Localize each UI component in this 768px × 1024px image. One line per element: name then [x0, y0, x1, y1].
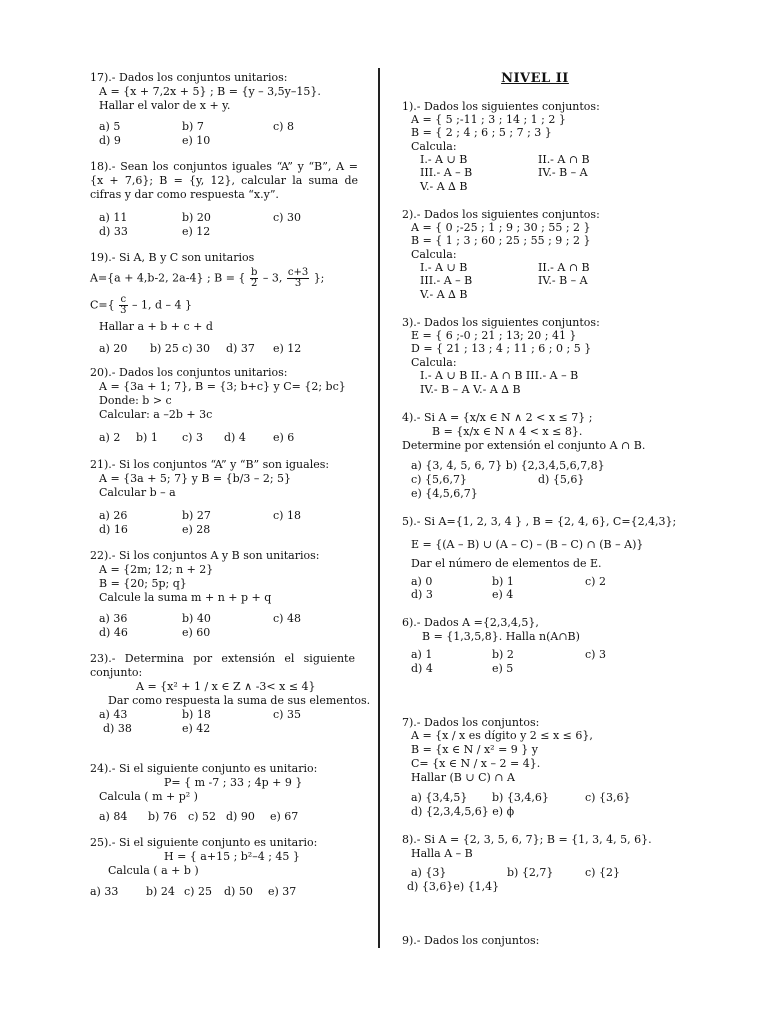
- q22-option-b: b) 40: [182, 612, 211, 625]
- q17-option-a: a) 5: [99, 120, 121, 133]
- q20-option-e: e) 6: [273, 431, 295, 444]
- r-q6-option-c: c) 3: [585, 648, 606, 661]
- r-q5-ask: Dar el número de elementos de E.: [411, 557, 602, 570]
- q22-option-a: a) 36: [99, 612, 128, 625]
- q17-option-c: c) 8: [273, 120, 294, 133]
- r-q1-op-3: III.- A – B: [420, 166, 473, 179]
- q20-condition: Donde: b > c: [99, 394, 172, 407]
- r-q7-stem: 7).- Dados los conjuntos:: [402, 716, 540, 729]
- r-q2-op-1: I.- A ∪ B: [420, 261, 468, 274]
- r-q3-ops-line2: IV.- B – A V.- A ∆ B: [420, 383, 521, 396]
- q22-ask: Calcule la suma m + n + p + q: [99, 591, 272, 604]
- q23-option-c: c) 35: [273, 708, 301, 721]
- r-q1-calc: Calcula:: [411, 140, 457, 153]
- r-q7-set-a: A = {x / x es dígito y 2 ≤ x ≤ 6},: [411, 729, 593, 742]
- q24-option-a: a) 84: [99, 810, 128, 823]
- q22-option-d: d) 46: [99, 626, 128, 639]
- r-q6-option-b: b) 2: [492, 648, 514, 661]
- q20-ask: Calcular: a –2b + 3c: [99, 408, 213, 421]
- r-q2-op-4: IV.- B – A: [538, 274, 588, 287]
- q17-ask: Hallar el valor de x + y.: [99, 99, 231, 112]
- r-q7-option-c: c) {3,6}: [585, 791, 631, 804]
- q19-a-prefix: A={a + 4,b-2, 2a-4} ; B = {: [90, 271, 246, 285]
- q19-b-mid: – 3,: [262, 271, 283, 285]
- r-q6-option-e: e) 5: [492, 662, 514, 675]
- q17-stem: 17).- Dados los conjuntos unitarios:: [90, 71, 288, 84]
- q20-option-c: c) 3: [182, 431, 203, 444]
- q25-option-d: d) 50: [224, 885, 253, 898]
- r-q8-option-a: a) {3}: [411, 866, 447, 879]
- q19-option-b: b) 25: [150, 342, 179, 355]
- q18-option-c: c) 30: [273, 211, 301, 224]
- q20-option-d: d) 4: [224, 431, 246, 444]
- r-q3-set-e: E = { 6 ;-0 ; 21 ; 13; 20 ; 41 }: [411, 329, 577, 342]
- q21-sets: A = {3a + 5; 7} y B = {b/3 – 2; 5}: [99, 472, 292, 485]
- q18-option-b: b) 20: [182, 211, 211, 224]
- q18-stem: 18).- Sean los conjuntos iguales “A” y “B”, A = {x + 7,6}; B = {y, 12}, calcular la suma de cifras y dar como respuesta “x.y”.: [90, 160, 358, 201]
- r-q5-option-b: b) 1: [492, 575, 514, 588]
- q25-option-e: e) 37: [268, 885, 297, 898]
- r-q2-set-a: A = { 0 ;-25 ; 1 ; 9 ; 30 ; 55 ; 2 }: [411, 221, 591, 234]
- q21-option-d: d) 16: [99, 523, 128, 536]
- r-q6-line2: B = {1,3,5,8}. Halla n(A∩B): [422, 630, 580, 643]
- q19-option-c: c) 30: [182, 342, 210, 355]
- r-q4-option-c: c) {5,6,7}: [411, 473, 467, 486]
- r-q7-set-b: B = {x ∈ N / x² = 9 } y: [411, 743, 538, 756]
- q19-set-c: C={ $\frac{c}{3}$ – 1, d – 4 }: [90, 294, 193, 316]
- q19-b-suffix: };: [313, 271, 325, 285]
- r-q1-op-4: IV.- B – A: [538, 166, 588, 179]
- q20-option-b: b) 1: [136, 431, 158, 444]
- q25-stem: 25).- Si el siguiente conjunto es unitario:: [90, 836, 318, 849]
- q23-option-a: a) 43: [99, 708, 128, 721]
- q25-option-c: c) 25: [184, 885, 212, 898]
- q22-stem: 22).- Si los conjuntos A y B son unitarios:: [90, 549, 320, 562]
- r-q7-option-a: a) {3,4,5}: [411, 791, 468, 804]
- r-q3-set-d: D = { 21 ; 13 ; 4 ; 11 ; 6 ; 0 ; 5 }: [411, 342, 592, 355]
- q24-option-e: e) 67: [270, 810, 299, 823]
- r-q1-stem: 1).- Dados los siguientes conjuntos:: [402, 100, 600, 113]
- q22-set-a: A = {2m; 12; n + 2}: [99, 563, 214, 576]
- q23-option-e: e) 42: [182, 722, 211, 735]
- r-q4-line1: 4).- Si A = {x/x ∈ N ∧ 2 < x ≤ 7} ;: [402, 411, 593, 424]
- q24-option-b: b) 76: [148, 810, 177, 823]
- r-q5-expr: E = {(A – B) ∪ (A – C) – (B – C) ∩ (B – A)}: [411, 538, 644, 551]
- q18-option-d: d) 33: [99, 225, 128, 238]
- q19-fraction-b: $\frac{b}{2}$: [250, 267, 258, 289]
- r-q8-ask: Halla A – B: [411, 847, 473, 860]
- q17-option-e: e) 10: [182, 134, 211, 147]
- r-q1-set-b: B = { 2 ; 4 ; 6 ; 5 ; 7 ; 3 }: [411, 126, 552, 139]
- r-q2-op-2: II.- A ∩ B: [538, 261, 590, 274]
- r-q4-line3: Determine por extensión el conjunto A ∩ B.: [402, 439, 646, 452]
- r-q8-option-b: b) {2,7}: [507, 866, 554, 879]
- r-q5-option-a: a) 0: [411, 575, 433, 588]
- q23-option-d: d) 38: [103, 722, 132, 735]
- q24-option-c: c) 52: [188, 810, 216, 823]
- q24-set: P= { m -7 ; 33 ; 4p + 9 }: [164, 776, 303, 789]
- r-q2-set-b: B = { 1 ; 3 ; 60 ; 25 ; 55 ; 9 ; 2 }: [411, 234, 591, 247]
- q24-option-d: d) 90: [226, 810, 255, 823]
- q23-stem: 23).- Determina por extensión el siguiente conjunto:: [90, 652, 355, 679]
- r-q9-stem: 9).- Dados los conjuntos:: [402, 934, 540, 947]
- r-q8-options-de: d) {3,6}e) {1,4}: [407, 880, 500, 893]
- r-q6-line1: 6).- Dados A ={2,3,4,5},: [402, 616, 539, 629]
- r-q2-op-3: III.- A – B: [420, 274, 473, 287]
- column-divider: [378, 68, 380, 948]
- q19-stem: 19).- Si A, B y C son unitarios: [90, 251, 255, 264]
- q17-option-b: b) 7: [182, 120, 204, 133]
- q20-option-a: a) 2: [99, 431, 121, 444]
- r-q7-ask: Hallar (B ∪ C) ∩ A: [411, 771, 515, 784]
- q17-sets: A = {x + 7,2x + 5} ; B = {y – 3,5y–15}.: [99, 85, 321, 98]
- r-q7-set-c: C= {x ∈ N / x – 2 = 4}.: [411, 757, 541, 770]
- q25-option-b: b) 24: [146, 885, 175, 898]
- r-q1-set-a: A = { 5 ;-11 ; 3 ; 14 ; 1 ; 2 }: [411, 113, 566, 126]
- q21-option-b: b) 27: [182, 509, 211, 522]
- r-q5-option-d: d) 3: [411, 588, 433, 601]
- q24-stem: 24).- Si el siguiente conjunto es unitario:: [90, 762, 318, 775]
- q20-sets: A = {3a + 1; 7}, B = {3; b+c} y C= {2; bc}: [99, 380, 346, 393]
- q19-sets-ab: [90, 268, 324, 289]
- q23-ask: Dar como respuesta la suma de sus elementos.: [108, 694, 371, 707]
- r-q5-option-e: e) 4: [492, 588, 514, 601]
- r-q4-options-ab: a) {3, 4, 5, 6, 7} b) {2,3,4,5,6,7,8}: [411, 459, 605, 472]
- q22-option-e: e) 60: [182, 626, 211, 639]
- r-q6-option-d: d) 4: [411, 662, 433, 675]
- q19-option-d: d) 37: [226, 342, 255, 355]
- r-q5-option-c: c) 2: [585, 575, 606, 588]
- q20-stem: 20).- Dados los conjuntos unitarios:: [90, 366, 288, 379]
- r-q2-stem: 2).- Dados los siguientes conjuntos:: [402, 208, 600, 221]
- q22-option-c: c) 48: [273, 612, 301, 625]
- q19-fraction-c3: $\frac{c+3}{3}$: [287, 267, 309, 289]
- q21-option-a: a) 26: [99, 509, 128, 522]
- r-q4-line2: B = {x/x ∈ N ∧ 4 < x ≤ 8}.: [432, 425, 583, 438]
- r-q4-option-e: e) {4,5,6,7}: [411, 487, 478, 500]
- r-q1-op-2: II.- A ∩ B: [538, 153, 590, 166]
- r-q4-option-d: d) {5,6}: [538, 473, 585, 486]
- q21-ask: Calcular b – a: [99, 486, 176, 499]
- r-q2-op-5: V.- A ∆ B: [420, 288, 468, 301]
- q19-option-e: e) 12: [273, 342, 302, 355]
- q21-option-e: e) 28: [182, 523, 211, 536]
- q23-option-b: b) 18: [182, 708, 211, 721]
- r-q2-calc: Calcula:: [411, 248, 457, 261]
- r-q3-stem: 3).- Dados los siguientes conjuntos:: [402, 316, 600, 329]
- r-q8-option-c: c) {2}: [585, 866, 620, 879]
- r-q8-stem: 8).- Si A = {2, 3, 5, 6, 7}; B = {1, 3, 4, 5, 6}.: [402, 833, 652, 846]
- r-q3-calc: Calcula:: [411, 356, 457, 369]
- r-q1-op-5: V.- A ∆ B: [420, 180, 468, 193]
- q19-ask: Hallar a + b + c + d: [99, 320, 213, 333]
- q18-option-e: e) 12: [182, 225, 211, 238]
- r-q7-options-de: d) {2,3,4,5,6} e) ϕ: [411, 805, 515, 818]
- q17-option-d: d) 9: [99, 134, 121, 147]
- q19-fraction-c: $\frac{c}{3}$: [120, 294, 127, 316]
- q23-set: A = {x² + 1 / x ∈ Z ∧ -3< x ≤ 4}: [136, 680, 316, 693]
- q25-set: H = { a+15 ; b²–4 ; 45 }: [164, 850, 300, 863]
- q22-set-b: B = {20; 5p; q}: [99, 577, 187, 590]
- q25-ask: Calcula ( a + b ): [108, 864, 199, 877]
- r-q3-ops-line1: I.- A ∪ B II.- A ∩ B III.- A – B: [420, 369, 579, 382]
- q19-option-a: a) 20: [99, 342, 128, 355]
- level-title: NIVEL II: [501, 71, 569, 86]
- q24-ask: Calcula ( m + p² ): [99, 790, 198, 803]
- q21-option-c: c) 18: [273, 509, 301, 522]
- r-q7-option-b: b) {3,4,6}: [492, 791, 549, 804]
- q25-option-a: a) 33: [90, 885, 119, 898]
- q21-stem: 21).- Si los conjuntos “A” y “B” son iguales:: [90, 458, 330, 471]
- r-q6-option-a: a) 1: [411, 648, 433, 661]
- q18-option-a: a) 11: [99, 211, 128, 224]
- r-q1-op-1: I.- A ∪ B: [420, 153, 468, 166]
- r-q5-stem: 5).- Si A={1, 2, 3, 4 } , B = {2, 4, 6}, C={2,4,3};: [402, 515, 677, 528]
